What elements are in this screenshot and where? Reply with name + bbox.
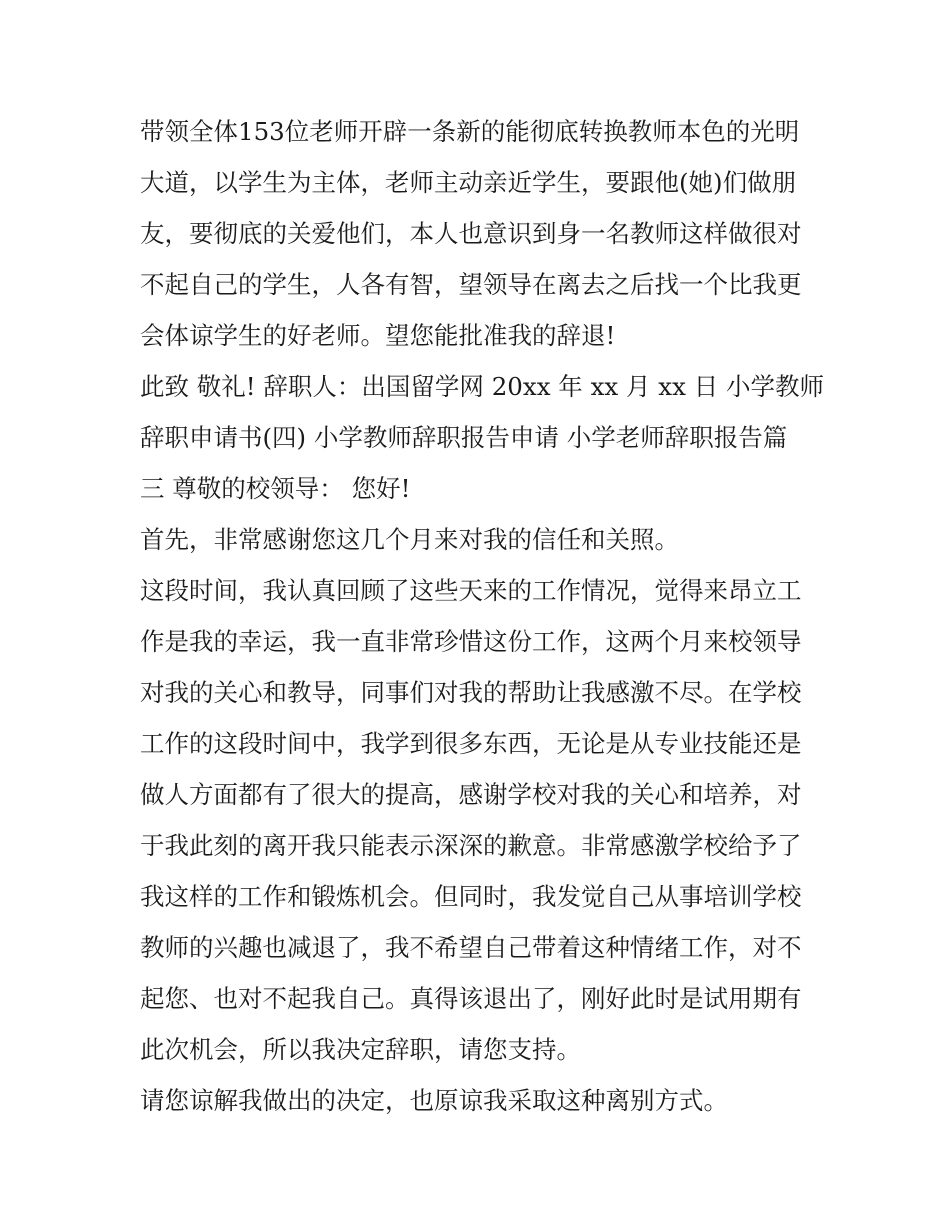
text-line: 作是我的幸运，我一直非常珍惜这份工作，这两个月来校领导 (140, 627, 802, 656)
text-line: 做人方面都有了很大的提高，感谢学校对我的关心和培养，对 (140, 780, 802, 809)
text-line: 首先，非常感谢您这几个月来对我的信任和关照。 (140, 525, 679, 554)
text-line: 于我此刻的离开我只能表示深深的歉意。非常感激学校给予了 (140, 831, 802, 860)
text-line: 请您谅解我做出的决定，也原谅我采取这种离别方式。 (140, 1086, 728, 1115)
text-line: 这段时间，我认真回顾了这些天来的工作情况，觉得来昂立工 (140, 576, 802, 605)
text-line: 我这样的工作和锻炼机会。但同时，我发觉自己从事培训学校 (140, 882, 802, 911)
text-line: 教师的兴趣也减退了，我不希望自己带着这种情绪工作，对不 (140, 933, 802, 962)
text-line: 起您、也对不起我自己。真得该退出了，刚好此时是试用期有 (140, 984, 802, 1013)
text-line: 带领全体153位老师开辟一条新的能彻底转换教师本色的光明 (140, 117, 800, 146)
text-line: 工作的这段时间中，我学到很多东西，无论是从专业技能还是 (140, 729, 802, 758)
text-line: 大道，以学生为主体，老师主动亲近学生，要跟他(她)们做朋 (140, 168, 797, 197)
text-line: 对我的关心和教导，同事们对我的帮助让我感激不尽。在学校 (140, 678, 802, 707)
text-line: 三 尊敬的校领导： 您好! (140, 474, 411, 503)
text-line: 友，要彻底的关爱他们，本人也意识到身一名教师这样做很对 (140, 219, 802, 248)
text-line: 此次机会，所以我决定辞职，请您支持。 (140, 1035, 581, 1064)
text-line: 此致 敬礼! 辞职人：出国留学网 20xx 年 xx 月 xx 日 小学教师 (140, 372, 825, 401)
text-line: 不起自己的学生，人各有智，望领导在离去之后找一个比我更 (140, 270, 802, 299)
document-body (140, 106, 830, 1126)
text-line: 辞职申请书(四) 小学教师辞职报告申请 小学老师辞职报告篇 (140, 423, 788, 452)
text-line: 会体谅学生的好老师。望您能批准我的辞退! (140, 321, 616, 350)
